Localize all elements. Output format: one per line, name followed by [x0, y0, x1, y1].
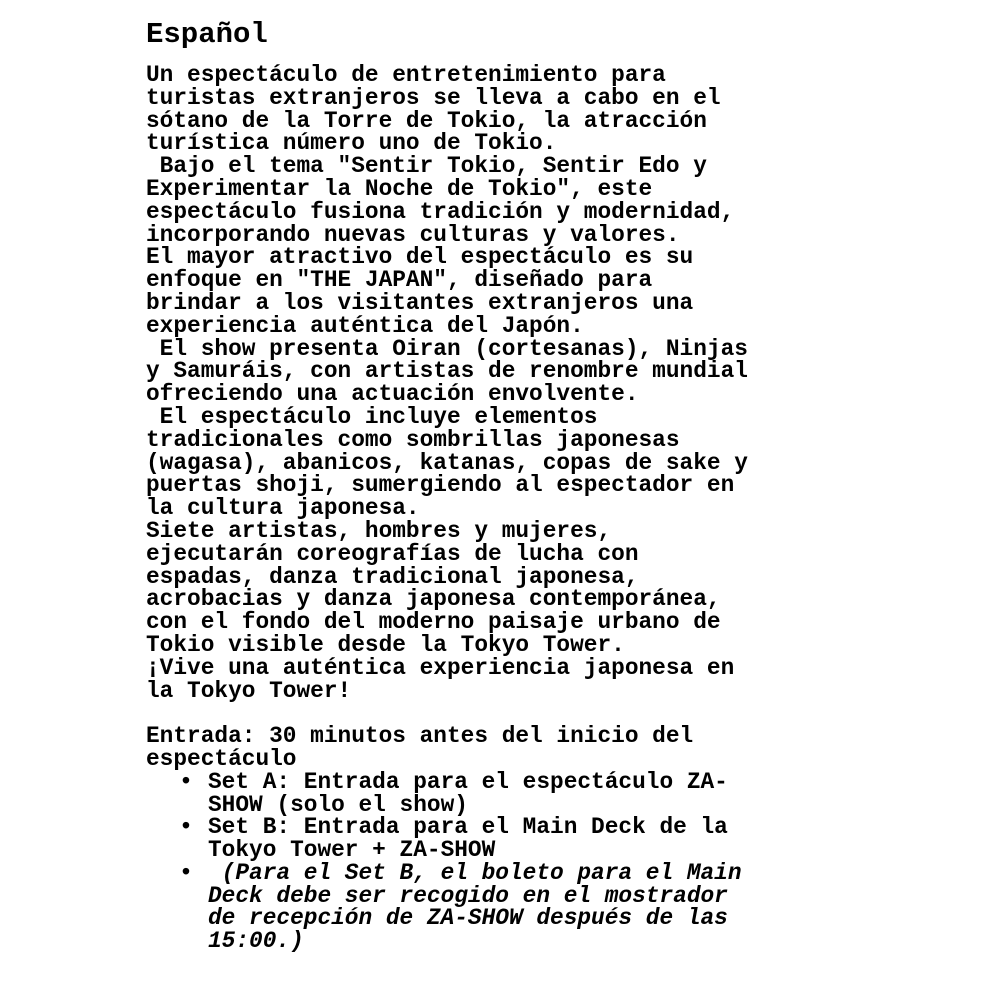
text-line: espectáculo fusiona tradición y modernidad, [146, 198, 735, 225]
text-line: El espectáculo incluye elementos [146, 403, 598, 430]
list-item [146, 768, 866, 818]
list-item-line: Set A: Entrada para el espectáculo ZA- [208, 768, 728, 795]
list-item-line: (Para el Set B, el boleto para el Main [208, 859, 742, 886]
text-line: tradicionales como sombrillas japonesas [146, 426, 680, 453]
text-line: Un espectáculo de entretenimiento para [146, 62, 666, 88]
list-item-line: de recepción de ZA-SHOW después de las [208, 905, 728, 932]
list-item-line: Tokyo Tower + ZA-SHOW [208, 837, 496, 864]
description-paragraph [146, 64, 866, 953]
text-line: incorporando nuevas culturas y valores. [146, 221, 680, 248]
list-item-line: 15:00.) [208, 928, 304, 955]
text-line: ejecutarán coreografías de lucha con [146, 540, 639, 567]
text-line: espadas, danza tradicional japonesa, [146, 563, 639, 590]
bullet: • [179, 768, 193, 795]
text-line: acrobacias y danza japonesa contemporánea, [146, 586, 721, 613]
text-line: Bajo el tema "Sentir Tokio, Sentir Edo y [146, 153, 707, 180]
text-line: brindar a los visitantes extranjeros una [146, 289, 694, 316]
text-line: con el fondo del moderno paisaje urbano de [146, 609, 721, 636]
list-item-line: Deck debe ser recogido en el mostrador [208, 882, 728, 909]
text-line: ¡Vive una auténtica experiencia japonesa en [146, 654, 735, 681]
bullet: • [179, 859, 193, 886]
text-line: Experimentar la Noche de Tokio", este [146, 175, 653, 202]
list-item [146, 816, 866, 862]
text-line: la Tokyo Tower! [146, 677, 352, 704]
text-line: El show presenta Oiran (cortesanas), Ninjas [146, 335, 748, 362]
text-line: turística número uno de Tokio. [146, 130, 557, 157]
entry-time-line: espectáculo [146, 745, 297, 772]
list-item [146, 859, 866, 955]
document [146, 18, 866, 953]
text-line: enfoque en "THE JAPAN", diseñado para [146, 267, 653, 294]
text-line: puertas shoji, sumergiendo al espectador en [146, 472, 735, 499]
text-line: El mayor atractivo del espectáculo es su [146, 244, 694, 271]
text-line: y Samuráis, con artistas de renombre mundial [146, 358, 748, 385]
bullet: • [179, 814, 193, 841]
entry-time-line: Entrada: 30 minutos antes del inicio del [146, 723, 694, 750]
text-line: la cultura japonesa. [146, 495, 420, 522]
text-line: turistas extranjeros se lleva a cabo en el [146, 84, 721, 111]
text-line: Siete artistas, hombres y mujeres, [146, 517, 612, 544]
list-item-line: SHOW (solo el show) [208, 791, 468, 818]
blank-line [146, 702, 866, 725]
list-item-line: Set B: Entrada para el Main Deck de la [208, 814, 728, 841]
text-line: (wagasa), abanicos, katanas, copas de sake y [146, 449, 748, 476]
text-line: Tokio visible desde la Tokyo Tower. [146, 631, 625, 658]
ticket-list [146, 768, 866, 955]
section-heading: Español [146, 18, 268, 51]
text-line: sótano de la Torre de Tokio, la atracción [146, 107, 707, 134]
text-line: ofreciendo una actuación envolvente. [146, 381, 639, 408]
text-line: experiencia auténtica del Japón. [146, 312, 584, 339]
